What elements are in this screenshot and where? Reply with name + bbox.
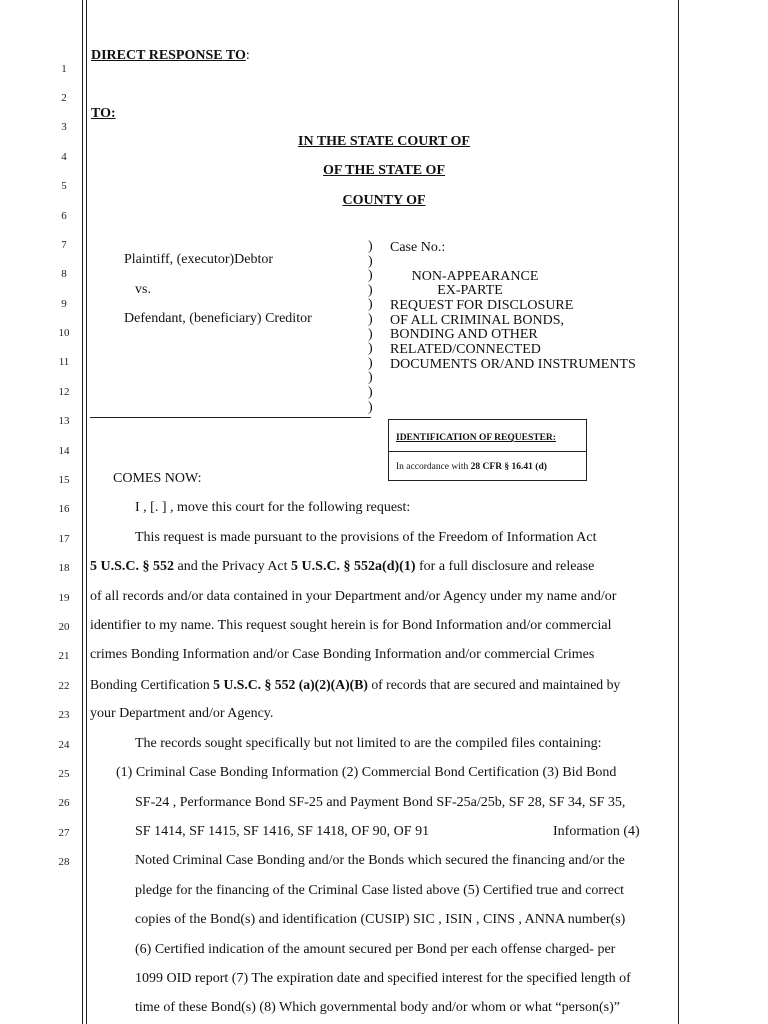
case-title-line: DOCUMENTS OR/AND INSTRUMENTS — [390, 357, 636, 372]
line-number: 23 — [58, 709, 70, 721]
body-line-23: your Department and/or Agency. — [90, 706, 274, 721]
body-line-22: Bonding Certification 5 U.S.C. § 552 (a)(2)(A)(B) of records that are secured and maintained by — [90, 677, 621, 692]
line-number: 18 — [58, 562, 70, 574]
body-line-29: pledge for the financing of the Criminal Case listed above (5) Certified true and correct — [135, 883, 625, 898]
body-line-27a: SF 1414, SF 1415, SF 1416, SF 1418, OF 90, OF 91 — [135, 824, 430, 839]
body-line-20: identifier to my name. This request sought herein is for Bond Information and/or commercial — [90, 618, 612, 633]
body-line-31: (6) Certified indication of the amount secured per Bond per each offense charged- per — [135, 942, 616, 957]
case-title-line: EX-PARTE — [437, 283, 503, 298]
line-number: 19 — [58, 592, 70, 604]
line-number: 2 — [61, 92, 67, 104]
comes-now: COMES NOW: — [113, 471, 202, 486]
identification-title: IDENTIFICATION OF REQUESTER: — [396, 433, 556, 443]
identification-accordance: In accordance with 28 CFR § 16.41 (d) — [396, 462, 547, 472]
line-number: 3 — [61, 121, 67, 133]
line-number: 12 — [58, 386, 70, 398]
line-number: 1 — [61, 63, 67, 75]
body-line-16: I , [. ] , move this court for the following request: — [135, 500, 411, 515]
court-heading-line3: COUNTY OF — [342, 193, 426, 208]
case-title-line: REQUEST FOR DISCLOSURE — [390, 298, 574, 313]
to-label: TO: — [91, 106, 116, 121]
line-number: 13 — [58, 415, 70, 427]
body-line-26: SF-24 , Performance Bond SF-25 and Payment Bond SF-25a/25b, SF 28, SF 34, SF 35, — [135, 795, 626, 810]
margin-rule-left-outer — [82, 0, 83, 1024]
margin-rule-left-inner — [86, 0, 87, 1024]
body-line-24: The records sought specifically but not limited to are the compiled files containing: — [135, 736, 602, 751]
line-number: 6 — [61, 210, 67, 222]
versus-label: vs. — [135, 282, 151, 297]
line-number: 9 — [61, 298, 67, 310]
body-line-17: This request is made pursuant to the provisions of the Freedom of Information Act — [135, 530, 597, 545]
body-line-33: time of these Bond(s) (8) Which governmental body and/or whom or what “person(s)” — [135, 1000, 620, 1015]
line-number: 5 — [61, 180, 67, 192]
case-title-line: NON-APPEARANCE — [411, 269, 539, 284]
line-number: 17 — [58, 533, 70, 545]
body-line-32: 1099 OID report (7) The expiration date and specified interest for the specified length of — [135, 971, 631, 986]
line-number: 16 — [58, 503, 70, 515]
identification-divider — [389, 451, 586, 452]
line-number: 22 — [58, 680, 70, 692]
body-line-18: 5 U.S.C. § 552 and the Privacy Act 5 U.S.C. § 552a(d)(1) for a full disclosure and release — [90, 559, 595, 574]
line-number: 14 — [58, 445, 70, 457]
case-title-line: OF ALL CRIMINAL BONDS, — [390, 313, 564, 328]
direct-response-colon: : — [245, 48, 250, 63]
body-line-27b: Information (4) — [553, 824, 640, 839]
line-number: 21 — [58, 650, 70, 662]
body-line-28: Noted Criminal Case Bonding and/or the Bonds which secured the financing and/or the — [135, 853, 625, 868]
defendant-label: Defendant, (beneficiary) Creditor — [124, 311, 312, 326]
court-heading-line1: IN THE STATE COURT OF — [298, 134, 470, 149]
case-number-label: Case No.: — [390, 240, 446, 255]
court-heading-line2: OF THE STATE OF — [322, 163, 445, 178]
line-number: 11 — [58, 356, 70, 368]
line-number: 24 — [58, 739, 70, 751]
line-number: 15 — [58, 474, 70, 486]
body-line-25: (1) Criminal Case Bonding Information (2) Commercial Bond Certification (3) Bid Bond — [116, 765, 617, 780]
direct-response-heading — [91, 48, 250, 64]
line-number: 28 — [58, 856, 70, 868]
line-number: 4 — [61, 151, 67, 163]
identification-box — [388, 419, 587, 481]
caption-underline — [90, 417, 371, 418]
line-number: 8 — [61, 268, 67, 280]
caption-parentheses: ) ) ) ) ) ) ) ) ) ) ) ) — [368, 239, 373, 415]
body-line-21: crimes Bonding Information and/or Case Bonding Information and/or commercial Crimes — [90, 647, 595, 662]
line-number: 26 — [58, 797, 70, 809]
line-number: 27 — [58, 827, 70, 839]
line-number: 20 — [58, 621, 70, 633]
direct-response-label: DIRECT RESPONSE TO — [91, 48, 246, 63]
margin-rule-right — [678, 0, 679, 1024]
line-number: 7 — [61, 239, 67, 251]
line-number: 25 — [58, 768, 70, 780]
line-number: 10 — [58, 327, 70, 339]
body-line-19: of all records and/or data contained in your Department and/or Agency under my name and/or — [90, 589, 617, 604]
body-line-30: copies of the Bond(s) and identification (CUSIP) SIC , ISIN , CINS , ANNA number(s) — [135, 912, 626, 927]
plaintiff-label: Plaintiff, (executor)Debtor — [124, 252, 274, 267]
case-title-line: RELATED/CONNECTED — [390, 342, 541, 357]
case-title-line: BONDING AND OTHER — [390, 327, 538, 342]
